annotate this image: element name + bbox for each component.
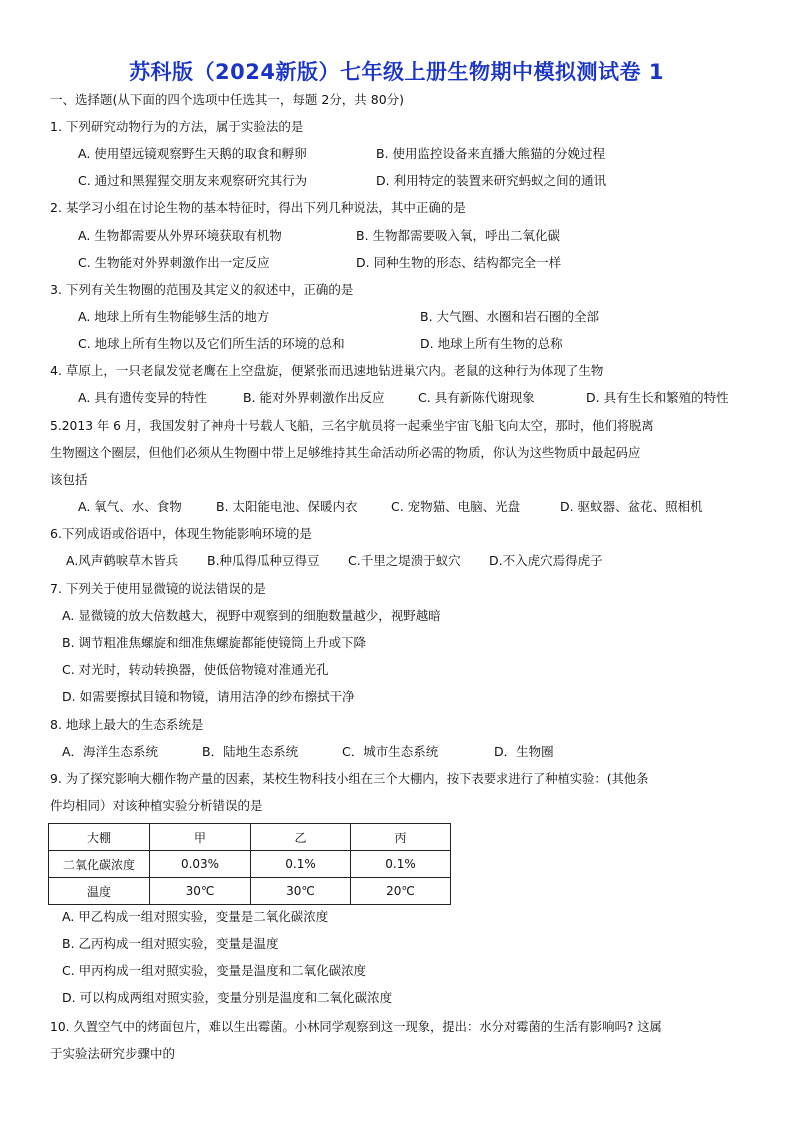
question-5-line-2: 生物圈这个圈层，但他们必须从生物圈中带上足够维持其生命活动所必需的物质，你认为这些物质中最起码应	[50, 446, 641, 460]
question-6-option-c: C.千里之堤溃于蚁穴	[348, 553, 461, 568]
question-3-stem: 3. 下列有关生物圈的范围及其定义的叙述中，正确的是	[50, 282, 354, 297]
section-heading: 一、选择题(从下面的四个选项中任选其一，每题 2分，共 80分)	[50, 92, 405, 107]
question-7-option-d: D. 如需要擦拭目镜和物镜，请用洁净的纱布擦拭干净	[62, 689, 355, 704]
question-1-option-b: B. 使用监控设备来直播大熊猫的分娩过程	[376, 146, 606, 161]
question-8-option-a: A．海洋生态系统	[62, 744, 159, 759]
question-4-stem: 4. 草原上，一只老鼠发觉老鹰在上空盘旋，便紧张而迅速地钻进巢穴内。老鼠的这种行为体现了生物	[50, 363, 604, 378]
question-3-option-d: D. 地球上所有生物的总称	[420, 336, 563, 351]
question-9-option-c: C. 甲丙构成一组对照实验，变量是温度和二氧化碳浓度	[62, 963, 367, 978]
table-header-row	[49, 824, 451, 851]
question-8-option-b: B．陆地生态系统	[202, 744, 299, 759]
question-1-option-c: C. 通过和黑猩猩交朋友来观察研究其行为	[78, 173, 308, 188]
question-5-option-b: B. 太阳能电池、保暖内衣	[216, 499, 358, 514]
question-4-option-b: B. 能对外界刺激作出反应	[243, 390, 385, 405]
question-8-option-d: D．生物圈	[494, 744, 554, 759]
question-1-option-a: A. 使用望远镜观察野生天鹅的取食和孵卵	[78, 146, 307, 161]
question-2-option-b: B. 生物都需要吸入氧，呼出二氧化碳	[356, 228, 561, 243]
question-2-option-a: A. 生物都需要从外界环境获取有机物	[78, 228, 282, 243]
question-2-option-c: C. 生物能对外界刺激作出一定反应	[78, 255, 270, 270]
question-8-option-c: C．城市生态系统	[342, 744, 439, 759]
table-cell: 0.1%	[251, 851, 351, 878]
question-5-option-c: C. 宠物猫、电脑、光盘	[391, 499, 521, 514]
question-6-option-a: A.风声鹤唳草木皆兵	[66, 553, 179, 568]
table-cell: 20℃	[351, 878, 451, 905]
question-5-line-3: 该包括	[50, 472, 88, 487]
question-3-option-c: C. 地球上所有生物以及它们所生活的环境的总和	[78, 336, 345, 351]
table-cell: 30℃	[251, 878, 351, 905]
table-cell: 30℃	[150, 878, 251, 905]
experiment-table	[48, 823, 451, 905]
table-cell: 0.03%	[150, 851, 251, 878]
table-cell: 大棚	[49, 824, 150, 851]
question-7-option-b: B. 调节粗准焦螺旋和细准焦螺旋都能使镜筒上升或下降	[62, 635, 367, 650]
question-9-option-a: A. 甲乙构成一组对照实验，变量是二氧化碳浓度	[62, 909, 329, 924]
question-4-option-c: C. 具有新陈代谢现象	[418, 390, 535, 405]
table-row	[49, 851, 451, 878]
question-6-stem: 6.下列成语或俗语中，体现生物能影响环境的是	[50, 526, 312, 541]
question-7-option-c: C. 对光时，转动转换器，使低倍物镜对准通光孔	[62, 662, 329, 677]
question-1-stem: 1. 下列研究动物行为的方法，属于实验法的是	[50, 119, 304, 134]
question-5-line-1: 5.2013 年 6 月，我国发射了神舟十号载人飞船，三名宇航员将一起乘坐宇宙飞船飞向太空，那时，他们将脱离	[50, 419, 654, 433]
question-6-option-d: D.不入虎穴焉得虎子	[489, 553, 603, 568]
question-4-option-a: A. 具有遗传变异的特性	[78, 390, 207, 405]
table-cell: 乙	[251, 824, 351, 851]
table-cell: 0.1%	[351, 851, 451, 878]
table-cell: 温度	[49, 878, 150, 905]
question-2-stem: 2. 某学习小组在讨论生物的基本特征时，得出下列几种说法，其中正确的是	[50, 200, 466, 215]
question-3-option-a: A. 地球上所有生物能够生活的地方	[78, 309, 270, 324]
question-9-option-d: D. 可以构成两组对照实验，变量分别是温度和二氧化碳浓度	[62, 990, 393, 1005]
question-5-option-a: A. 氧气、水、食物	[78, 499, 182, 514]
question-7-stem: 7. 下列关于使用显微镜的说法错误的是	[50, 581, 266, 596]
question-10-line-2: 于实验法研究步骤中的	[50, 1046, 176, 1061]
question-4-option-d: D. 具有生长和繁殖的特性	[586, 390, 729, 405]
question-2-option-d: D. 同种生物的形态、结构都完全一样	[356, 255, 562, 270]
question-9-option-b: B. 乙丙构成一组对照实验，变量是温度	[62, 936, 279, 951]
table-cell: 丙	[351, 824, 451, 851]
question-1-option-d: D. 利用特定的装置来研究蚂蚁之间的通讯	[376, 173, 607, 188]
question-8-stem: 8. 地球上最大的生态系统是	[50, 717, 204, 732]
question-9-line-1: 9. 为了探究影响大棚作物产量的因素，某校生物科技小组在三个大棚内，按下表要求进行了种植实验：(其他条	[50, 772, 649, 786]
question-9-line-2: 件均相同）对该种植实验分析错误的是	[50, 798, 263, 813]
table-row	[49, 878, 451, 905]
question-5-option-d: D. 驱蚊器、盆花、照相机	[560, 499, 703, 514]
question-3-option-b: B. 大气圈、水圈和岩石圈的全部	[420, 309, 600, 324]
question-7-option-a: A. 显微镜的放大倍数越大，视野中观察到的细胞数量越少，视野越暗	[62, 608, 441, 623]
question-10-line-1: 10. 久置空气中的烤面包片，难以生出霉菌。小林同学观察到这一现象，提出：水分对霉菌的生活有影响吗? 这属	[50, 1020, 662, 1034]
question-6-option-b: B.种瓜得瓜种豆得豆	[207, 553, 320, 568]
exam-title: 苏科版（2024新版）七年级上册生物期中模拟测试卷 1	[129, 60, 664, 84]
table-cell: 甲	[150, 824, 251, 851]
table-cell: 二氧化碳浓度	[49, 851, 150, 878]
